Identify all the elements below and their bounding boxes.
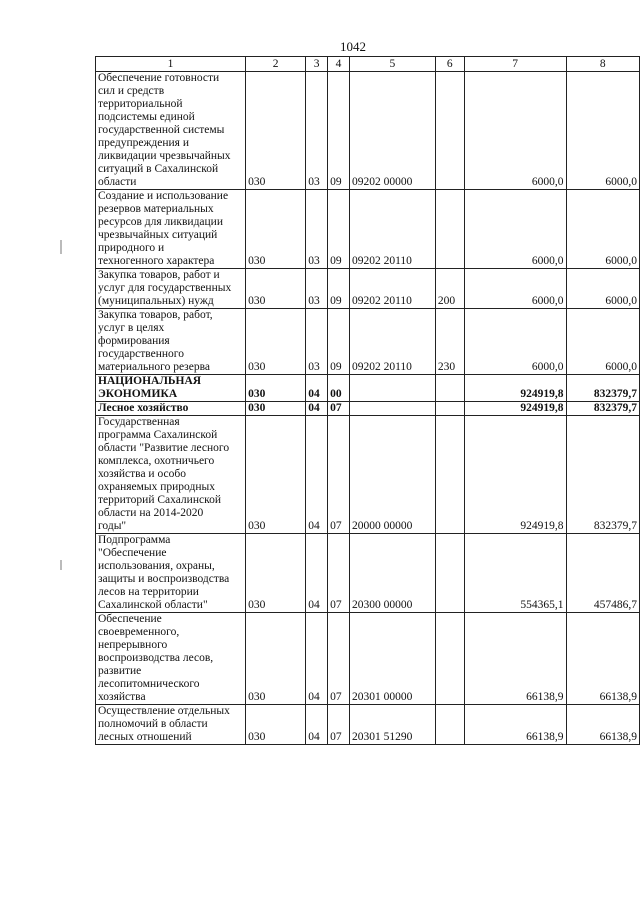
row-expense-type-code: 230: [435, 309, 464, 375]
row-target-code: 20000 00000: [349, 416, 435, 534]
column-header: 5: [349, 57, 435, 72]
row-section-code: 04: [306, 416, 328, 534]
row-section-code: 04: [306, 705, 328, 745]
table-row: [96, 613, 640, 705]
row-section-code: 04: [306, 613, 328, 705]
row-expense-type-code: [435, 375, 464, 402]
row-expense-type-code: [435, 190, 464, 269]
row-target-code: 20300 00000: [349, 534, 435, 613]
row-description: НАЦИОНАЛЬНАЯ ЭКОНОМИКА: [96, 375, 246, 402]
row-description: Обеспечение своевременного, непрерывного воспроизводства лесов, развитие лесопитомнического хозяйства: [96, 613, 246, 705]
row-admin-code: 030: [246, 375, 306, 402]
row-section-code: 03: [306, 309, 328, 375]
table-row: [96, 375, 640, 402]
row-target-code: 09202 20110: [349, 190, 435, 269]
row-subsection-code: 07: [328, 402, 350, 416]
row-amount-col8: 6000,0: [566, 72, 640, 190]
row-subsection-code: 07: [328, 416, 350, 534]
row-target-code: 20301 51290: [349, 705, 435, 745]
row-target-code: [349, 402, 435, 416]
row-amount-col7: 66138,9: [464, 705, 566, 745]
row-amount-col8: 66138,9: [566, 613, 640, 705]
row-target-code: 09202 00000: [349, 72, 435, 190]
table-row: [96, 402, 640, 416]
row-amount-col8: 832379,7: [566, 375, 640, 402]
row-target-code: [349, 375, 435, 402]
row-subsection-code: 07: [328, 534, 350, 613]
row-expense-type-code: 200: [435, 269, 464, 309]
header-row: [96, 57, 640, 72]
table-row: [96, 190, 640, 269]
column-header: 3: [306, 57, 328, 72]
table-row: [96, 416, 640, 534]
row-section-code: 03: [306, 190, 328, 269]
column-header: 8: [566, 57, 640, 72]
row-expense-type-code: [435, 613, 464, 705]
row-amount-col7: 66138,9: [464, 613, 566, 705]
column-header: 4: [328, 57, 350, 72]
row-section-code: 04: [306, 402, 328, 416]
row-subsection-code: 00: [328, 375, 350, 402]
row-admin-code: 030: [246, 613, 306, 705]
row-subsection-code: 07: [328, 613, 350, 705]
row-section-code: 03: [306, 269, 328, 309]
row-expense-type-code: [435, 534, 464, 613]
row-description: Лесное хозяйство: [96, 402, 246, 416]
row-admin-code: 030: [246, 534, 306, 613]
row-description: Закупка товаров, работ и услуг для государственных (муниципальных) нужд: [96, 269, 246, 309]
row-target-code: 09202 20110: [349, 269, 435, 309]
row-expense-type-code: [435, 416, 464, 534]
row-section-code: 03: [306, 72, 328, 190]
row-expense-type-code: [435, 705, 464, 745]
column-header: 7: [464, 57, 566, 72]
table-row: [96, 72, 640, 190]
budget-table: [95, 56, 640, 745]
row-amount-col8: 832379,7: [566, 402, 640, 416]
row-subsection-code: 07: [328, 705, 350, 745]
row-amount-col8: 66138,9: [566, 705, 640, 745]
row-expense-type-code: [435, 402, 464, 416]
row-subsection-code: 09: [328, 190, 350, 269]
column-header: 6: [435, 57, 464, 72]
row-subsection-code: 09: [328, 269, 350, 309]
row-amount-col7: 6000,0: [464, 269, 566, 309]
row-admin-code: 030: [246, 416, 306, 534]
row-section-code: 04: [306, 375, 328, 402]
row-expense-type-code: [435, 72, 464, 190]
row-description: Осуществление отдельных полномочий в области лесных отношений: [96, 705, 246, 745]
row-target-code: 09202 20110: [349, 309, 435, 375]
binder-mark: [60, 240, 62, 254]
column-header: 2: [246, 57, 306, 72]
row-amount-col7: 554365,1: [464, 534, 566, 613]
row-amount-col7: 924919,8: [464, 402, 566, 416]
row-amount-col7: 6000,0: [464, 190, 566, 269]
row-amount-col8: 832379,7: [566, 416, 640, 534]
row-admin-code: 030: [246, 705, 306, 745]
row-admin-code: 030: [246, 309, 306, 375]
row-description: Создание и использование резервов материальных ресурсов для ликвидации чрезвычайных ситуаций природного и техногенного характера: [96, 190, 246, 269]
row-amount-col8: 6000,0: [566, 269, 640, 309]
row-admin-code: 030: [246, 72, 306, 190]
row-description: Подпрограмма "Обеспечение использования, охраны, защиты и воспроизводства лесов на территории Сахалинской области": [96, 534, 246, 613]
row-admin-code: 030: [246, 269, 306, 309]
row-amount-col8: 6000,0: [566, 309, 640, 375]
table-row: [96, 269, 640, 309]
table-row: [96, 705, 640, 745]
binder-mark: [60, 560, 62, 570]
row-target-code: 20301 00000: [349, 613, 435, 705]
row-description: Обеспечение готовности сил и средств территориальной подсистемы единой государственной системы предупреждения и ликвидации чрезвычайных ситуаций в Сахалинской области: [96, 72, 246, 190]
row-amount-col8: 6000,0: [566, 190, 640, 269]
row-description: Закупка товаров, работ, услуг в целях формирования государственного материального резерва: [96, 309, 246, 375]
row-amount-col7: 6000,0: [464, 309, 566, 375]
row-amount-col8: 457486,7: [566, 534, 640, 613]
row-amount-col7: 924919,8: [464, 416, 566, 534]
row-amount-col7: 6000,0: [464, 72, 566, 190]
page-number: 1042: [340, 39, 366, 54]
table-row: [96, 309, 640, 375]
column-header: 1: [96, 57, 246, 72]
row-amount-col7: 924919,8: [464, 375, 566, 402]
table-row: [96, 534, 640, 613]
row-subsection-code: 09: [328, 309, 350, 375]
row-subsection-code: 09: [328, 72, 350, 190]
row-section-code: 04: [306, 534, 328, 613]
row-admin-code: 030: [246, 190, 306, 269]
row-description: Государственная программа Сахалинской области "Развитие лесного комплекса, охотничьего хозяйства и особо охраняемых природных территорий Сахалинской области на 2014-2020 годы": [96, 416, 246, 534]
row-admin-code: 030: [246, 402, 306, 416]
